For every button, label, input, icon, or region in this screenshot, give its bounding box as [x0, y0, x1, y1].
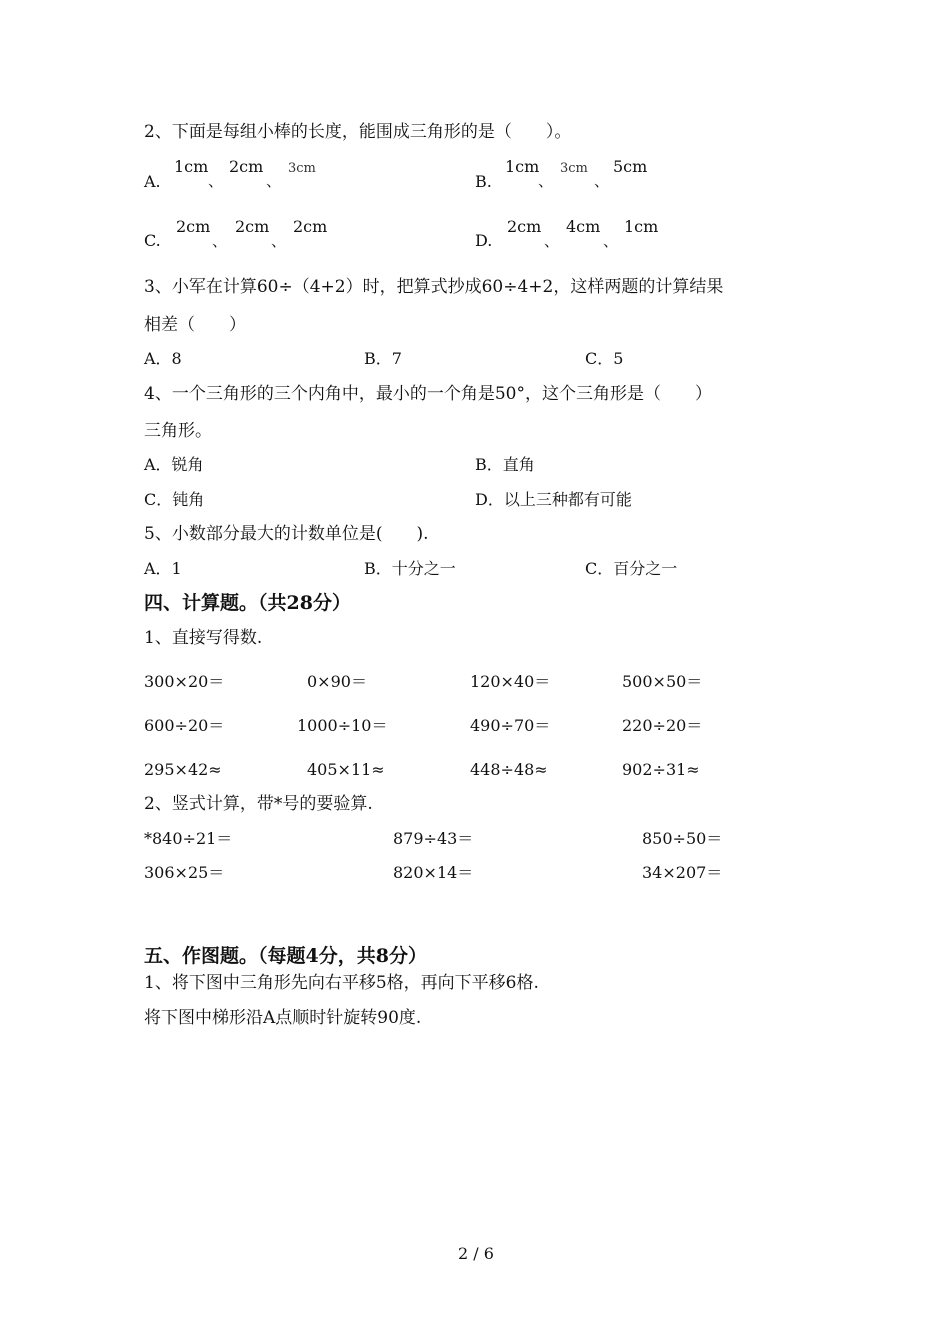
- section4-heading: 四、计算题。（共28分）: [144, 592, 351, 614]
- section5-line2: 将下图中梯形沿A点顺时针旋转90度.: [144, 1008, 422, 1028]
- q2-option-a-sep1: 、: [208, 172, 224, 190]
- section5-line1: 1、将下图中三角形先向右平移5格，再向下平移6格.: [144, 973, 539, 993]
- q2-stem: 2、下面是每组小棒的长度，能围成三角形的是（ ）。: [144, 122, 572, 142]
- calc-r2-c1: 600÷20＝: [144, 716, 225, 735]
- q2-option-c-letter: C.: [144, 231, 161, 250]
- q2-option-d-len1: 2cm: [507, 217, 542, 236]
- q2-option-a-len2: 2cm: [229, 157, 264, 176]
- q5-option-c: C．百分之一: [585, 559, 678, 578]
- q5-option-b: B．十分之一: [364, 559, 456, 578]
- q2-option-a-sep2: 、: [266, 172, 282, 190]
- calc-r1-c3: 120×40＝: [470, 672, 551, 691]
- calc-r1-c1: 300×20＝: [144, 672, 225, 691]
- q5-option-a: A．1: [144, 559, 182, 578]
- calc-r2-c2: 1000÷10＝: [297, 716, 388, 735]
- calc-r1-c2: 0×90＝: [307, 672, 367, 691]
- q2-option-a-len1: 1cm: [174, 157, 209, 176]
- q2-option-a-len3: 3cm: [288, 161, 316, 176]
- q2-option-b-len3: 5cm: [613, 157, 648, 176]
- q2-option-b-sep2: 、: [594, 172, 610, 190]
- q2-option-c-len2: 2cm: [235, 217, 270, 236]
- vertical-r2-c3: 34×207＝: [642, 863, 723, 882]
- q2-option-d-letter: D.: [475, 231, 493, 250]
- calc-r1-c4: 500×50＝: [622, 672, 703, 691]
- q4-option-c: C．钝角: [144, 490, 205, 509]
- q2-option-d-sep2: 、: [603, 232, 619, 250]
- section4-sub1: 1、直接写得数.: [144, 628, 263, 648]
- q3-stem-line1: 3、小军在计算60÷（4+2）时，把算式抄成60÷4+2，这样两题的计算结果: [144, 277, 724, 297]
- q4-stem-line1: 4、一个三角形的三个内角中，最小的一个角是50°，这个三角形是（ ）: [144, 384, 712, 404]
- q4-stem-line2: 三角形。: [144, 421, 212, 441]
- q4-option-a: A．锐角: [144, 455, 204, 474]
- vertical-r2-c1: 306×25＝: [144, 863, 225, 882]
- q4-option-b: B．直角: [475, 455, 535, 474]
- calc-r2-c4: 220÷20＝: [622, 716, 703, 735]
- q2-option-c-len3: 2cm: [293, 217, 328, 236]
- q2-option-c-sep1: 、: [212, 232, 228, 250]
- q4-option-d: D．以上三种都有可能: [475, 490, 632, 509]
- vertical-r1-c3: 850÷50＝: [642, 829, 723, 848]
- q2-option-b-len2: 3cm: [560, 161, 588, 176]
- vertical-r2-c2: 820×14＝: [393, 863, 474, 882]
- calc-r3-c1: 295×42≈: [144, 760, 222, 779]
- q3-option-a: A．8: [144, 349, 182, 368]
- vertical-r1-c2: 879÷43＝: [393, 829, 474, 848]
- q3-stem-line2: 相差（ ）: [144, 315, 246, 335]
- q2-option-d-sep1: 、: [544, 232, 560, 250]
- q2-option-c-sep2: 、: [271, 232, 287, 250]
- q2-option-d-len2: 4cm: [566, 217, 601, 236]
- q2-option-b-sep1: 、: [538, 172, 554, 190]
- calc-r2-c3: 490÷70＝: [470, 716, 551, 735]
- vertical-r1-c1: *840÷21＝: [144, 829, 233, 848]
- section5-heading: 五、作图题。（每题4分，共8分）: [144, 945, 427, 967]
- section4-sub2: 2、竖式计算，带*号的要验算.: [144, 794, 373, 814]
- page-number: 2 / 6: [458, 1244, 494, 1263]
- calc-r3-c4: 902÷31≈: [622, 760, 700, 779]
- q2-option-c-len1: 2cm: [176, 217, 211, 236]
- calc-r3-c2: 405×11≈: [307, 760, 385, 779]
- calc-r3-c3: 448÷48≈: [470, 760, 548, 779]
- q2-option-b-len1: 1cm: [505, 157, 540, 176]
- q3-option-c: C．5: [585, 349, 624, 368]
- q2-option-b-letter: B.: [475, 172, 492, 191]
- q2-option-a-letter: A.: [144, 172, 161, 191]
- q3-option-b: B．7: [364, 349, 402, 368]
- q2-option-d-len3: 1cm: [624, 217, 659, 236]
- q5-stem: 5、小数部分最大的计数单位是( ).: [144, 524, 429, 544]
